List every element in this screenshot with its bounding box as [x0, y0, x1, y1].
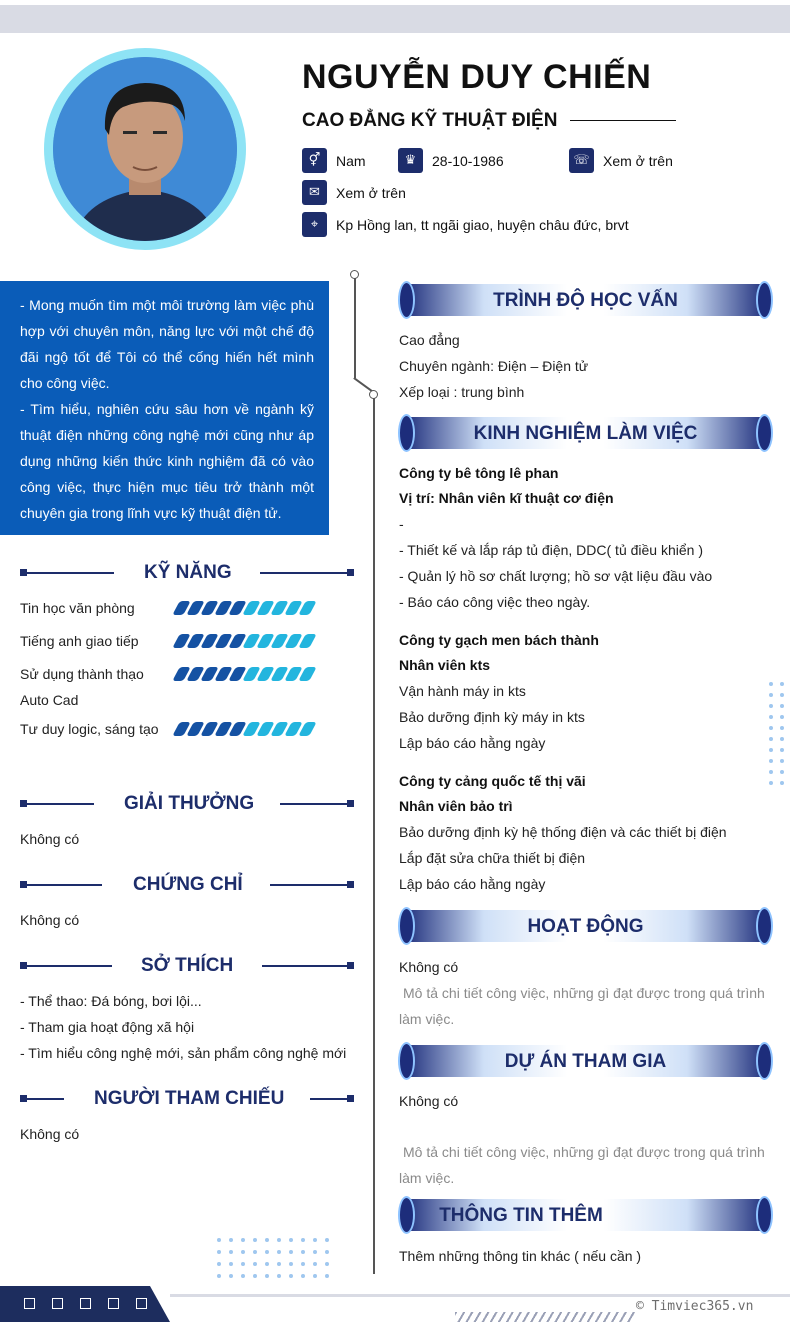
- dot: [780, 704, 784, 708]
- dot: [301, 1238, 305, 1242]
- dot: [780, 781, 784, 785]
- job-line: Lắp đặt sửa chữa thiết bị điện: [399, 850, 586, 866]
- dot: [769, 726, 773, 730]
- job-company: Công ty gạch men bách thành: [399, 632, 599, 648]
- skill-level-bar: [176, 722, 346, 736]
- dot: [301, 1262, 305, 1266]
- dot: [769, 748, 773, 752]
- hobbies-heading-text: SỞ THÍCH: [141, 955, 234, 976]
- job-line: Bảo dưỡng định kỳ máy in kts: [399, 709, 585, 725]
- dot: [265, 1274, 269, 1278]
- phone-value: Xem ở trên: [603, 152, 673, 169]
- awards-heading: [20, 793, 354, 815]
- projects-heading: [398, 1042, 773, 1080]
- education-line: Cao đẳng: [399, 332, 460, 348]
- skills-heading: [20, 562, 354, 584]
- location-pin-icon: ⌖: [302, 212, 327, 237]
- dot: [325, 1262, 329, 1266]
- birthday-value: 28-10-1986: [432, 152, 504, 169]
- projects-description: Mô tả chi tiết công việc, những gì đạt được trong quá trình: [403, 1144, 765, 1160]
- email-row: [302, 180, 406, 205]
- dot: [325, 1250, 329, 1254]
- dot: [301, 1274, 305, 1278]
- objective-paragraph: - Tìm hiểu, nghiên cứu sâu hơn về ngành kỹ thuật điện những công nghệ mới cũng như áp dụng những kiến thức kinh nghiệm đã có vào công việc, thực hiện mục tiêu trở thành một chuyên gia trong lĩnh vực kỹ thuật điện tử.: [20, 401, 314, 521]
- candidate-name: NGUYỄN DUY CHIẾN: [302, 58, 652, 96]
- dot: [780, 770, 784, 774]
- skill-name: Tư duy logic, sáng tạo: [20, 721, 159, 737]
- job-position: Vị trí: Nhân viên kĩ thuật cơ điện: [399, 490, 614, 506]
- dot: [241, 1262, 245, 1266]
- job-position: Nhân viên bảo trì: [399, 798, 513, 814]
- extra-info-text: Thêm những thông tin khác ( nếu cần ): [399, 1248, 642, 1264]
- projects-text: Không có: [399, 1093, 459, 1109]
- certificates-heading: [20, 874, 354, 896]
- projects-heading-text: DỰ ÁN THAM GIA: [504, 1051, 667, 1072]
- activities-heading-text: HOẠT ĐỘNG: [527, 916, 644, 937]
- dot: [253, 1262, 257, 1266]
- dot: [253, 1250, 257, 1254]
- candidate-title: CAO ĐẲNG KỸ THUẬT ĐIỆN: [302, 110, 558, 131]
- dot: [217, 1238, 221, 1242]
- phone-row: [569, 148, 673, 173]
- dot: [769, 715, 773, 719]
- top-banner: [0, 5, 790, 33]
- title-divider: [570, 120, 676, 121]
- dot: [780, 693, 784, 697]
- certificates-text: Không có: [20, 912, 80, 928]
- dot: [289, 1238, 293, 1242]
- gender-row: [302, 148, 366, 173]
- dot: [265, 1238, 269, 1242]
- job-line: Vận hành máy in kts: [399, 683, 526, 699]
- dot: [265, 1250, 269, 1254]
- gender-icon: ⚥: [302, 148, 327, 173]
- skill-name: Sử dụng thành thạo Auto Cad: [20, 666, 144, 708]
- dot: [780, 737, 784, 741]
- dot: [769, 693, 773, 697]
- dot: [277, 1238, 281, 1242]
- avatar: [53, 57, 237, 241]
- job-line: Lập báo cáo hằng ngày: [399, 876, 546, 892]
- objective-paragraph: - Mong muốn tìm một môi trường làm việc phù hợp với chuyên môn, năng lực với một chế độ đãi ngộ tốt để Tôi có thể cống hiến hết mình cho công việc.: [20, 297, 314, 391]
- job-line: - Báo cáo công việc theo ngày.: [399, 594, 591, 610]
- references-heading: [20, 1088, 354, 1110]
- timeline-line: [373, 396, 375, 1274]
- extra-info-heading: [398, 1196, 773, 1234]
- job-company: Công ty bê tông lê phan: [399, 465, 559, 481]
- address-value: Kp Hồng lan, tt ngãi giao, huyện châu đức, brvt: [336, 216, 629, 233]
- footer-square-icon: [24, 1298, 35, 1309]
- skills-heading-text: KỸ NĂNG: [144, 562, 232, 583]
- dot: [241, 1274, 245, 1278]
- dot: [229, 1238, 233, 1242]
- job-line: -: [399, 516, 404, 532]
- birthday-row: [398, 148, 504, 173]
- dot: [313, 1238, 317, 1242]
- dot: [325, 1274, 329, 1278]
- birthday-cake-icon: ♛: [398, 148, 423, 173]
- person-photo: [53, 57, 237, 241]
- dot: [265, 1262, 269, 1266]
- dot: [301, 1250, 305, 1254]
- dot: [780, 759, 784, 763]
- email-icon: ✉: [302, 180, 327, 205]
- dot: [217, 1274, 221, 1278]
- job-position: Nhân viên kts: [399, 657, 491, 673]
- skill-name: Tiếng anh giao tiếp: [20, 633, 139, 649]
- job-line: Bảo dưỡng định kỳ hệ thống điện và các thiết bị điện: [399, 824, 727, 840]
- dot: [289, 1250, 293, 1254]
- experience-heading-text: KINH NGHIỆM LÀM VIỆC: [473, 423, 698, 444]
- dot: [277, 1250, 281, 1254]
- career-objective: [0, 281, 329, 535]
- job-company: Công ty cảng quốc tế thị vãi: [399, 773, 586, 789]
- decorative-dots: [217, 1238, 329, 1278]
- footer-stripe: [455, 1312, 635, 1322]
- timeline-line: [354, 275, 356, 378]
- certificates-heading-text: CHỨNG CHỈ: [133, 874, 243, 895]
- dot: [253, 1274, 257, 1278]
- dot: [325, 1238, 329, 1242]
- job-line: - Thiết kế và lắp ráp tủ điện, DDC( tủ điều khiển ): [399, 542, 704, 558]
- dot: [253, 1238, 257, 1242]
- job-line: - Quản lý hồ sơ chất lượng; hồ sơ vật liệu đầu vào: [399, 568, 713, 584]
- projects-description: làm việc.: [399, 1170, 455, 1186]
- address-row: [302, 212, 629, 237]
- watermark: © Timviec365.vn: [636, 1299, 754, 1314]
- dot: [769, 781, 773, 785]
- hobby-item: - Tìm hiểu công nghệ mới, sản phẩm công nghệ mới: [20, 1045, 347, 1061]
- extra-info-heading-text: THÔNG TIN THÊM: [439, 1205, 603, 1226]
- dot: [289, 1274, 293, 1278]
- hobbies-heading: [20, 955, 354, 977]
- activities-heading: [398, 907, 773, 945]
- dot: [313, 1262, 317, 1266]
- references-text: Không có: [20, 1126, 80, 1142]
- dot: [769, 759, 773, 763]
- gender-value: Nam: [336, 152, 366, 169]
- activities-description: làm việc.: [399, 1011, 455, 1027]
- dot: [217, 1262, 221, 1266]
- dot: [780, 682, 784, 686]
- awards-heading-text: GIẢI THƯỞNG: [124, 793, 255, 814]
- dot: [769, 770, 773, 774]
- timeline-node: [369, 390, 378, 399]
- dot: [780, 715, 784, 719]
- dot: [229, 1262, 233, 1266]
- dot: [229, 1274, 233, 1278]
- skill-level-bar: [176, 601, 346, 615]
- footer-square-icon: [108, 1298, 119, 1309]
- dot: [780, 726, 784, 730]
- decorative-dots: [769, 682, 784, 785]
- experience-heading: [398, 414, 773, 452]
- dot: [289, 1262, 293, 1266]
- dot: [313, 1274, 317, 1278]
- dot: [769, 704, 773, 708]
- dot: [241, 1238, 245, 1242]
- job-line: Lập báo cáo hằng ngày: [399, 735, 546, 751]
- dot: [769, 737, 773, 741]
- dot: [769, 682, 773, 686]
- education-heading: [398, 281, 773, 319]
- footer-square-icon: [52, 1298, 63, 1309]
- skill-level-bar: [176, 667, 346, 681]
- footer-square-icon: [136, 1298, 147, 1309]
- footer-line: [170, 1294, 790, 1297]
- dot: [780, 748, 784, 752]
- activities-text: Không có: [399, 959, 459, 975]
- dot: [313, 1250, 317, 1254]
- dot: [277, 1262, 281, 1266]
- hobby-item: - Tham gia hoạt động xã hội: [20, 1019, 195, 1035]
- skill-level-bar: [176, 634, 346, 648]
- phone-icon: ☏: [569, 148, 594, 173]
- references-heading-text: NGƯỜI THAM CHIẾU: [94, 1088, 285, 1109]
- dot: [241, 1250, 245, 1254]
- dot: [217, 1250, 221, 1254]
- skill-name: Tin học văn phòng: [20, 600, 135, 616]
- education-line: Chuyên ngành: Điện – Điện tử: [399, 358, 589, 374]
- hobby-item: - Thể thao: Đá bóng, bơi lội...: [20, 993, 202, 1009]
- activities-description: Mô tả chi tiết công việc, những gì đạt được trong quá trình: [403, 985, 765, 1001]
- footer-square-icon: [80, 1298, 91, 1309]
- dot: [277, 1274, 281, 1278]
- education-heading-text: TRÌNH ĐỘ HỌC VẤN: [493, 290, 678, 311]
- awards-text: Không có: [20, 831, 80, 847]
- timeline-node: [350, 270, 359, 279]
- dot: [229, 1250, 233, 1254]
- education-line: Xếp loại : trung bình: [399, 384, 525, 400]
- email-value: Xem ở trên: [336, 184, 406, 201]
